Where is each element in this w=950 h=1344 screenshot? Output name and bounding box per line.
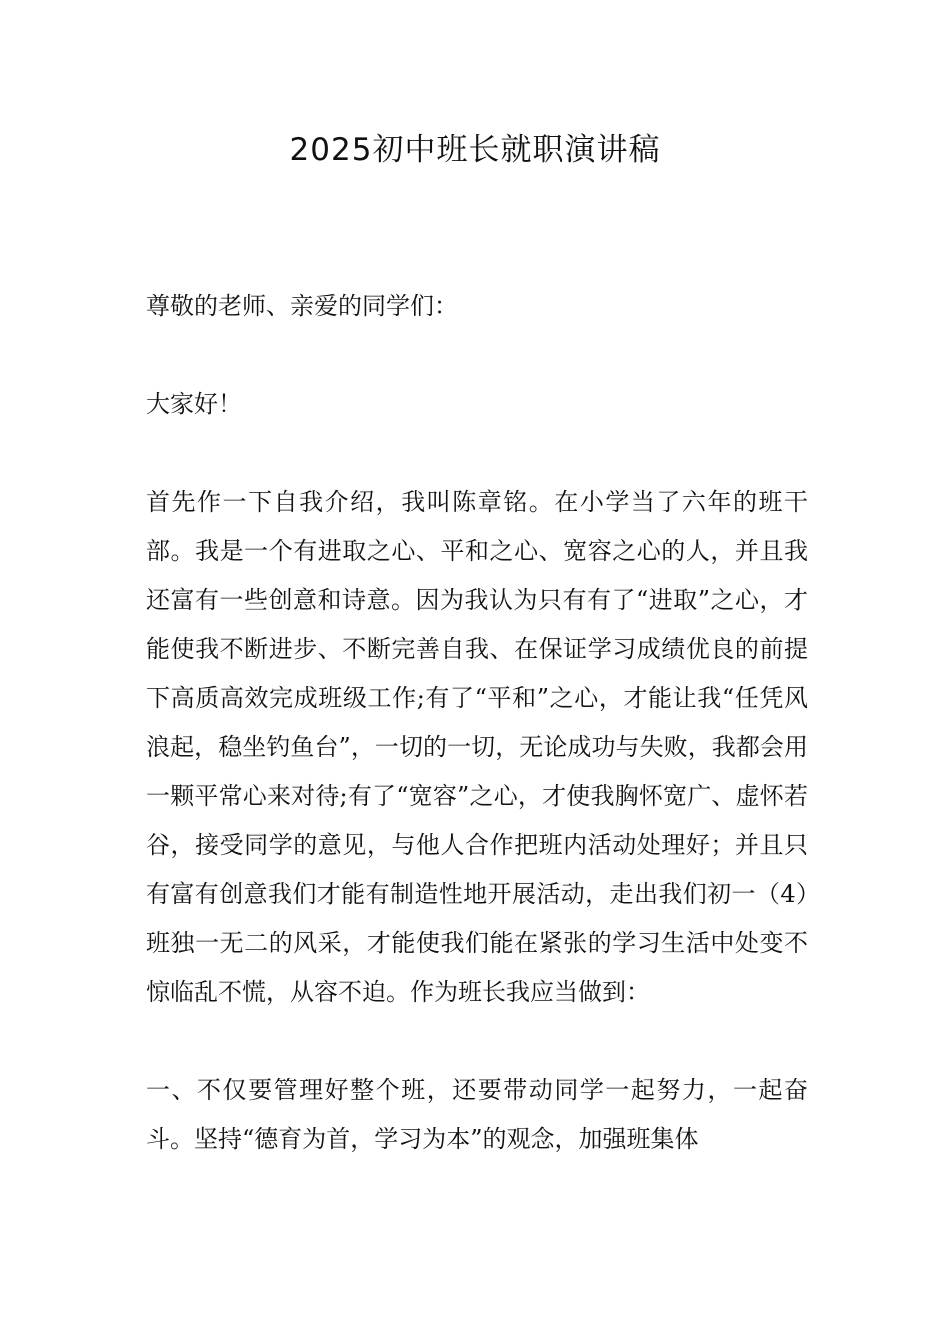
document-body [146,282,808,1164]
paragraph-point-one: 一、不仅要管理好整个班，还要带动同学一起努力，一起奋斗。坚持“德育为首，学习为本”的观念，加强班集体 [146,1076,808,1153]
document-title: 2025初中班长就职演讲稿 [289,132,661,168]
paragraph-salutation: 尊敬的老师、亲爱的同学们： [146,292,458,320]
paragraph-introduction: 首先作一下自我介绍，我叫陈章铭。在小学当了六年的班干部。我是一个有进取之心、平和之心、宽容之心的人，并且我还富有一些创意和诗意。因为我认为只有有了“进取”之心，才能使我不断进步、不断完善自我、在保证学习成绩优良的前提下高质高效完成班级工作;有了“平和”之心，才能让我“任凭风浪起，稳坐钓鱼台”，一切的一切，无论成功与失败，我都会用一颗平常心来对待;有了“宽容”之心，才使我胸怀宽广、虚怀若谷，接受同学的意见，与他人合作把班内活动处理好；并且只有富有创意我们才能有制造性地开展活动，走出我们初一（4）班独一无二的风采，才能使我们能在紧张的学习生活中处变不惊临乱不慌，从容不迫。作为班长我应当做到： [146,488,808,1006]
paragraph-greeting: 大家好！ [146,390,242,418]
